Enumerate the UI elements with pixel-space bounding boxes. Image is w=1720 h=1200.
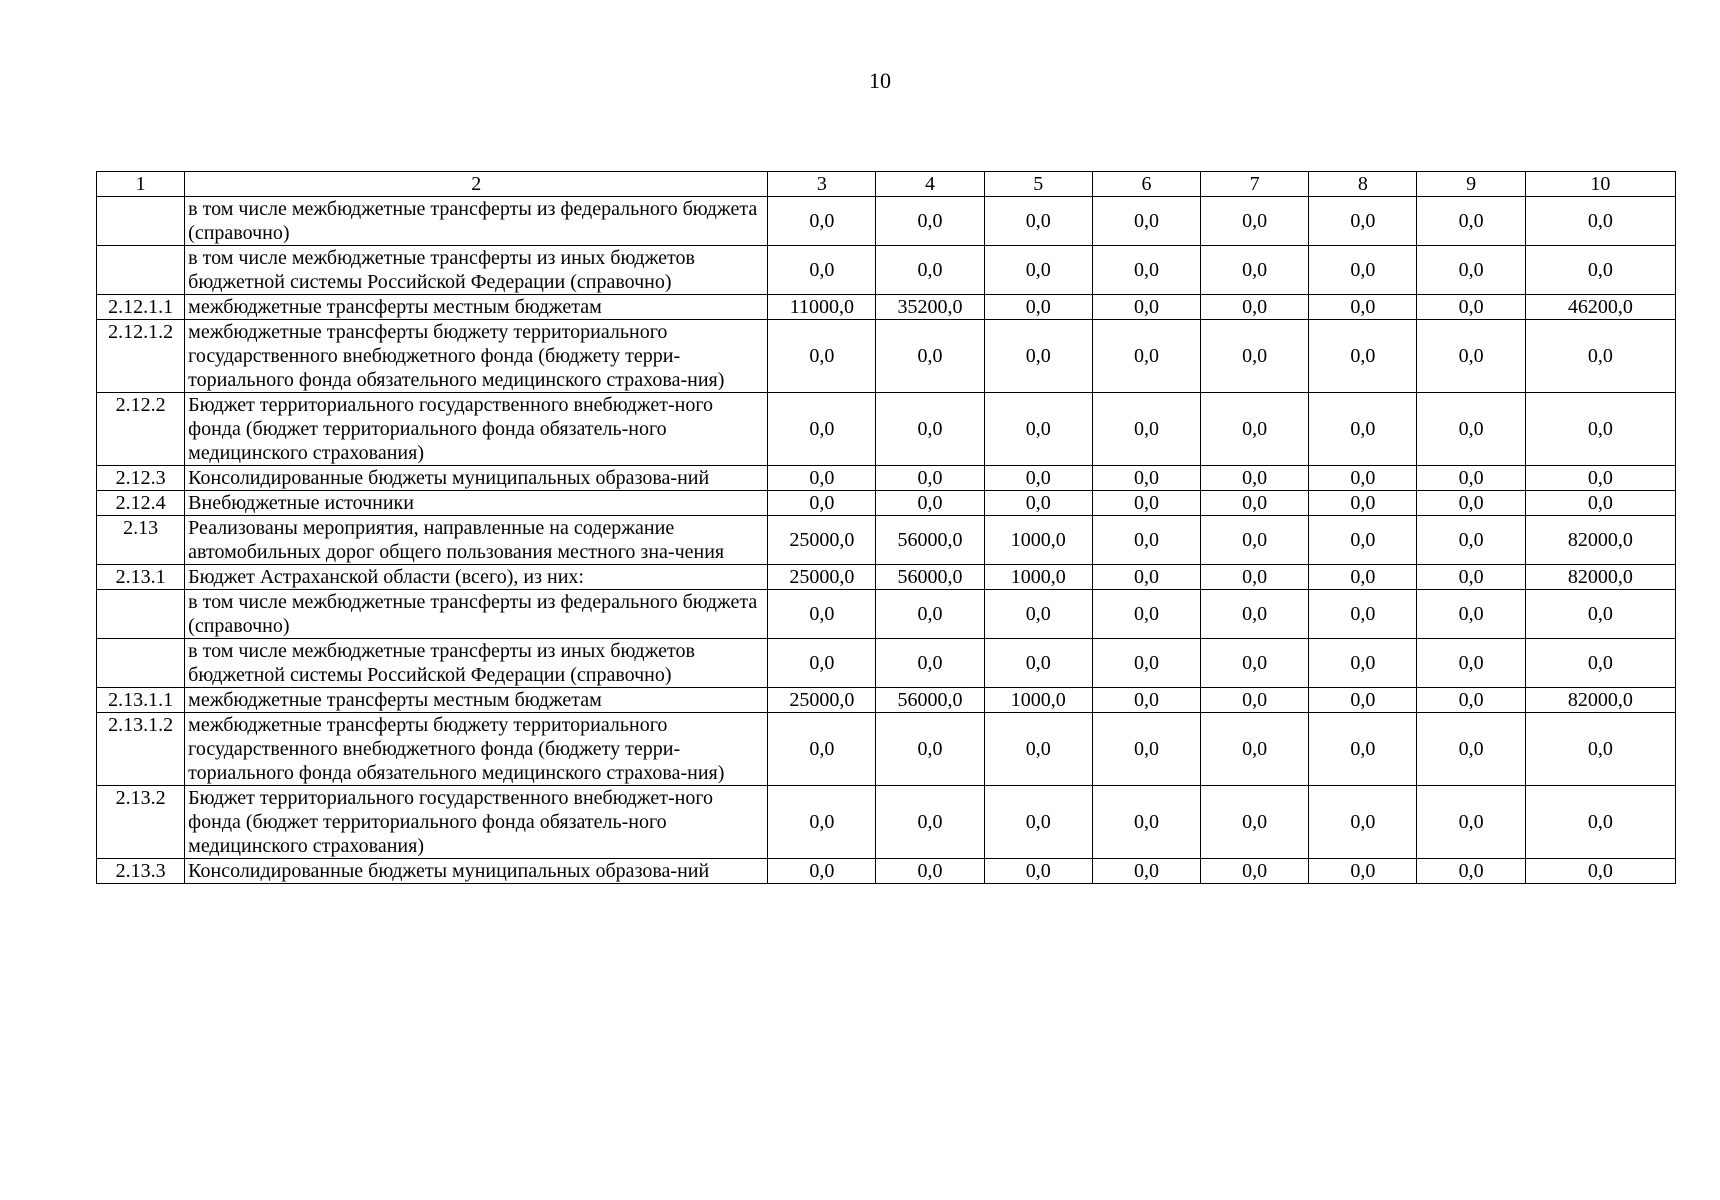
row-value-col-5: 0,0 <box>984 859 1092 884</box>
row-name: Бюджет территориального государственного внебюджет-ного фонда (бюджет территориального фонда обязатель-ного медицинского страхования) <box>185 393 768 466</box>
row-value-col-3: 0,0 <box>768 590 876 639</box>
row-code: 2.12.2 <box>97 393 185 466</box>
row-value-col-8: 0,0 <box>1309 197 1417 246</box>
table-row <box>97 859 1676 884</box>
row-code: 2.12.1.2 <box>97 320 185 393</box>
row-name: Бюджет территориального государственного внебюджет-ного фонда (бюджет территориального фонда обязатель-ного медицинского страхования) <box>185 786 768 859</box>
row-value-col-8: 0,0 <box>1309 320 1417 393</box>
row-code: 2.13 <box>97 516 185 565</box>
row-value-col-4: 0,0 <box>876 393 984 466</box>
row-value-col-3: 25000,0 <box>768 516 876 565</box>
row-value-col-10: 0,0 <box>1525 859 1675 884</box>
row-name: межбюджетные трансферты местным бюджетам <box>185 295 768 320</box>
row-value-col-7: 0,0 <box>1201 295 1309 320</box>
row-value-col-7: 0,0 <box>1201 197 1309 246</box>
row-value-col-7: 0,0 <box>1201 246 1309 295</box>
row-code: 2.12.1.1 <box>97 295 185 320</box>
row-code: 2.12.4 <box>97 491 185 516</box>
row-value-col-6: 0,0 <box>1092 466 1200 491</box>
row-code: 2.13.1.2 <box>97 713 185 786</box>
column-header: 6 <box>1092 172 1200 197</box>
row-code <box>97 590 185 639</box>
row-value-col-6: 0,0 <box>1092 639 1200 688</box>
row-value-col-4: 0,0 <box>876 639 984 688</box>
row-value-col-8: 0,0 <box>1309 295 1417 320</box>
row-value-col-9: 0,0 <box>1417 565 1525 590</box>
row-value-col-4: 0,0 <box>876 590 984 639</box>
row-name: в том числе межбюджетные трансферты из федерального бюджета (справочно) <box>185 197 768 246</box>
row-value-col-9: 0,0 <box>1417 466 1525 491</box>
row-code: 2.13.1.1 <box>97 688 185 713</box>
table-row <box>97 491 1676 516</box>
row-value-col-3: 25000,0 <box>768 688 876 713</box>
row-code <box>97 246 185 295</box>
row-value-col-4: 0,0 <box>876 713 984 786</box>
row-value-col-5: 1000,0 <box>984 688 1092 713</box>
row-value-col-4: 56000,0 <box>876 688 984 713</box>
row-value-col-10: 82000,0 <box>1525 565 1675 590</box>
row-value-col-6: 0,0 <box>1092 295 1200 320</box>
row-value-col-10: 82000,0 <box>1525 516 1675 565</box>
page-number: 10 <box>869 68 891 93</box>
row-code: 2.13.2 <box>97 786 185 859</box>
row-value-col-8: 0,0 <box>1309 491 1417 516</box>
row-value-col-6: 0,0 <box>1092 688 1200 713</box>
row-value-col-9: 0,0 <box>1417 859 1525 884</box>
row-name: Реализованы мероприятия, направленные на содержание автомобильных дорог общего пользования местного зна-чения <box>185 516 768 565</box>
row-value-col-3: 0,0 <box>768 246 876 295</box>
row-value-col-9: 0,0 <box>1417 590 1525 639</box>
row-value-col-8: 0,0 <box>1309 246 1417 295</box>
row-value-col-9: 0,0 <box>1417 246 1525 295</box>
row-value-col-9: 0,0 <box>1417 688 1525 713</box>
row-value-col-4: 0,0 <box>876 491 984 516</box>
row-value-col-7: 0,0 <box>1201 786 1309 859</box>
row-name: Консолидированные бюджеты муниципальных образова-ний <box>185 466 768 491</box>
row-value-col-9: 0,0 <box>1417 197 1525 246</box>
column-header: 8 <box>1309 172 1417 197</box>
row-value-col-7: 0,0 <box>1201 393 1309 466</box>
row-value-col-10: 0,0 <box>1525 466 1675 491</box>
row-code: 2.12.3 <box>97 466 185 491</box>
budget-table <box>96 171 1676 884</box>
row-value-col-9: 0,0 <box>1417 393 1525 466</box>
row-value-col-8: 0,0 <box>1309 639 1417 688</box>
row-value-col-10: 46200,0 <box>1525 295 1675 320</box>
row-value-col-4: 0,0 <box>876 859 984 884</box>
row-value-col-7: 0,0 <box>1201 491 1309 516</box>
row-value-col-3: 0,0 <box>768 786 876 859</box>
column-header: 3 <box>768 172 876 197</box>
row-value-col-3: 0,0 <box>768 197 876 246</box>
column-header: 9 <box>1417 172 1525 197</box>
row-value-col-3: 0,0 <box>768 713 876 786</box>
row-value-col-7: 0,0 <box>1201 516 1309 565</box>
row-value-col-4: 0,0 <box>876 466 984 491</box>
row-value-col-9: 0,0 <box>1417 295 1525 320</box>
row-value-col-5: 1000,0 <box>984 565 1092 590</box>
row-name: межбюджетные трансферты местным бюджетам <box>185 688 768 713</box>
row-value-col-6: 0,0 <box>1092 246 1200 295</box>
row-value-col-4: 0,0 <box>876 246 984 295</box>
column-header: 7 <box>1201 172 1309 197</box>
row-value-col-10: 82000,0 <box>1525 688 1675 713</box>
row-value-col-8: 0,0 <box>1309 565 1417 590</box>
row-value-col-6: 0,0 <box>1092 491 1200 516</box>
row-value-col-10: 0,0 <box>1525 786 1675 859</box>
table-row <box>97 713 1676 786</box>
header-row <box>97 172 1676 197</box>
row-value-col-8: 0,0 <box>1309 590 1417 639</box>
row-value-col-7: 0,0 <box>1201 859 1309 884</box>
row-value-col-5: 0,0 <box>984 466 1092 491</box>
row-value-col-5: 0,0 <box>984 786 1092 859</box>
table-row <box>97 320 1676 393</box>
row-value-col-7: 0,0 <box>1201 466 1309 491</box>
row-value-col-10: 0,0 <box>1525 246 1675 295</box>
row-value-col-3: 0,0 <box>768 639 876 688</box>
row-value-col-5: 0,0 <box>984 320 1092 393</box>
table-row <box>97 639 1676 688</box>
row-value-col-10: 0,0 <box>1525 320 1675 393</box>
row-value-col-8: 0,0 <box>1309 393 1417 466</box>
row-code: 2.13.3 <box>97 859 185 884</box>
row-value-col-9: 0,0 <box>1417 786 1525 859</box>
table-row <box>97 565 1676 590</box>
table-row <box>97 786 1676 859</box>
row-value-col-6: 0,0 <box>1092 393 1200 466</box>
row-value-col-3: 0,0 <box>768 393 876 466</box>
row-value-col-6: 0,0 <box>1092 859 1200 884</box>
row-name: Бюджет Астраханской области (всего), из них: <box>185 565 768 590</box>
table-row <box>97 688 1676 713</box>
row-code <box>97 639 185 688</box>
row-value-col-5: 0,0 <box>984 639 1092 688</box>
row-value-col-7: 0,0 <box>1201 713 1309 786</box>
row-value-col-5: 0,0 <box>984 713 1092 786</box>
table-row <box>97 516 1676 565</box>
row-value-col-8: 0,0 <box>1309 688 1417 713</box>
table-row <box>97 590 1676 639</box>
row-value-col-5: 1000,0 <box>984 516 1092 565</box>
row-value-col-7: 0,0 <box>1201 590 1309 639</box>
table-row <box>97 295 1676 320</box>
row-name: в том числе межбюджетные трансферты из федерального бюджета (справочно) <box>185 590 768 639</box>
row-value-col-6: 0,0 <box>1092 320 1200 393</box>
column-header: 10 <box>1525 172 1675 197</box>
row-value-col-5: 0,0 <box>984 590 1092 639</box>
row-value-col-6: 0,0 <box>1092 590 1200 639</box>
table-row <box>97 197 1676 246</box>
row-name: в том числе межбюджетные трансферты из иных бюджетов бюджетной системы Российской Федерации (справочно) <box>185 246 768 295</box>
row-value-col-4: 56000,0 <box>876 516 984 565</box>
table-body <box>97 197 1676 884</box>
row-value-col-9: 0,0 <box>1417 516 1525 565</box>
row-value-col-7: 0,0 <box>1201 320 1309 393</box>
row-name: Консолидированные бюджеты муниципальных образова-ний <box>185 859 768 884</box>
row-value-col-9: 0,0 <box>1417 491 1525 516</box>
row-value-col-6: 0,0 <box>1092 197 1200 246</box>
row-value-col-5: 0,0 <box>984 246 1092 295</box>
row-name: Внебюджетные источники <box>185 491 768 516</box>
row-name: межбюджетные трансферты бюджету территориального государственного внебюджетного фонда (бюджету терри-ториального фонда обязательного медицинского страхова-ния) <box>185 713 768 786</box>
row-value-col-7: 0,0 <box>1201 688 1309 713</box>
row-value-col-8: 0,0 <box>1309 466 1417 491</box>
row-value-col-8: 0,0 <box>1309 516 1417 565</box>
row-value-col-7: 0,0 <box>1201 565 1309 590</box>
row-value-col-6: 0,0 <box>1092 516 1200 565</box>
row-code <box>97 197 185 246</box>
row-value-col-6: 0,0 <box>1092 713 1200 786</box>
row-value-col-8: 0,0 <box>1309 713 1417 786</box>
column-header: 1 <box>97 172 185 197</box>
row-value-col-10: 0,0 <box>1525 197 1675 246</box>
row-value-col-3: 0,0 <box>768 320 876 393</box>
row-value-col-3: 0,0 <box>768 859 876 884</box>
table-row <box>97 393 1676 466</box>
budget-table-wrapper <box>96 171 1676 884</box>
row-value-col-10: 0,0 <box>1525 491 1675 516</box>
row-value-col-9: 0,0 <box>1417 713 1525 786</box>
row-value-col-5: 0,0 <box>984 491 1092 516</box>
row-value-col-7: 0,0 <box>1201 639 1309 688</box>
row-value-col-4: 0,0 <box>876 320 984 393</box>
row-value-col-10: 0,0 <box>1525 393 1675 466</box>
row-value-col-3: 25000,0 <box>768 565 876 590</box>
row-value-col-4: 35200,0 <box>876 295 984 320</box>
row-value-col-4: 0,0 <box>876 786 984 859</box>
row-value-col-6: 0,0 <box>1092 786 1200 859</box>
row-name: межбюджетные трансферты бюджету территориального государственного внебюджетного фонда (бюджету терри-ториального фонда обязательного медицинского страхова-ния) <box>185 320 768 393</box>
row-value-col-3: 11000,0 <box>768 295 876 320</box>
row-value-col-5: 0,0 <box>984 197 1092 246</box>
row-value-col-5: 0,0 <box>984 295 1092 320</box>
row-value-col-9: 0,0 <box>1417 320 1525 393</box>
row-value-col-3: 0,0 <box>768 466 876 491</box>
row-value-col-10: 0,0 <box>1525 590 1675 639</box>
column-header: 4 <box>876 172 984 197</box>
row-value-col-10: 0,0 <box>1525 713 1675 786</box>
row-value-col-6: 0,0 <box>1092 565 1200 590</box>
row-value-col-4: 0,0 <box>876 197 984 246</box>
row-value-col-5: 0,0 <box>984 393 1092 466</box>
table-row <box>97 246 1676 295</box>
column-header: 5 <box>984 172 1092 197</box>
row-value-col-10: 0,0 <box>1525 639 1675 688</box>
row-value-col-8: 0,0 <box>1309 786 1417 859</box>
row-value-col-9: 0,0 <box>1417 639 1525 688</box>
table-row <box>97 466 1676 491</box>
column-header: 2 <box>185 172 768 197</box>
row-value-col-8: 0,0 <box>1309 859 1417 884</box>
row-code: 2.13.1 <box>97 565 185 590</box>
row-value-col-4: 56000,0 <box>876 565 984 590</box>
row-name: в том числе межбюджетные трансферты из иных бюджетов бюджетной системы Российской Федерации (справочно) <box>185 639 768 688</box>
row-value-col-3: 0,0 <box>768 491 876 516</box>
